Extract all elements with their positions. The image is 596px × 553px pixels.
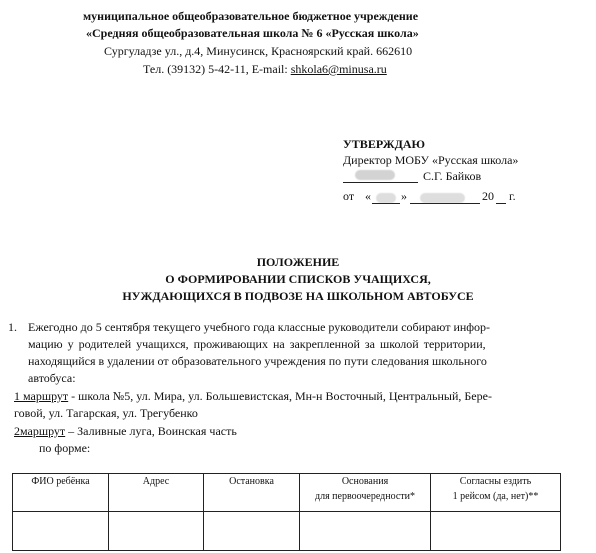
date-open-quote: « <box>365 189 371 203</box>
date-close-quote: » <box>401 189 407 203</box>
table-cell[interactable] <box>300 512 431 551</box>
approval-position: Директор МОБУ «Русская школа» <box>343 153 519 167</box>
col-header-fio <box>13 474 109 512</box>
para-line4: автобуса: <box>28 371 76 385</box>
school-contacts <box>143 62 387 77</box>
item-number: 1. <box>8 320 17 334</box>
route1 <box>14 389 492 404</box>
route2 <box>14 424 237 439</box>
para-line2: мацию у родителей учащихся, проживающих на закрепленной за школой территории, <box>28 337 486 351</box>
approval-name: С.Г. Байков <box>423 169 482 183</box>
route1-label: 1 маршрут <box>14 389 69 403</box>
col-header-stop <box>204 474 300 512</box>
date-from-label: от <box>343 189 355 203</box>
col2-label: Адрес <box>142 476 170 487</box>
col4-label-line2: для первоочередности* <box>315 491 415 502</box>
col-header-agree <box>431 474 561 512</box>
year-suffix: г. <box>509 189 516 203</box>
email-link[interactable]: shkola6@minusa.ru <box>290 62 387 76</box>
col4-label-line1: Основания <box>341 476 389 487</box>
table-cell[interactable] <box>204 512 300 551</box>
approval-heading: УТВЕРЖДАЮ <box>343 137 426 151</box>
day-line <box>372 203 400 204</box>
col-header-grounds <box>300 474 431 512</box>
year-label: 20 <box>482 189 494 203</box>
month-line <box>410 203 480 204</box>
col5-label-line1: Согласны ездить <box>459 476 532 487</box>
school-name-line2: «Средняя общеобразовательная школа № 6 «Русская школа» <box>86 26 419 40</box>
table-cell[interactable] <box>431 512 561 551</box>
route1-text: - школа №5, ул. Мира, ул. Большевистская, Мн-н Восточный, Центральный, Бере- <box>68 389 492 403</box>
table-cell[interactable] <box>109 512 204 551</box>
col5-label-line2: 1 рейсом (да, нет)** <box>452 491 539 502</box>
col-header-address <box>109 474 204 512</box>
route2-label: 2маршрут <box>14 424 66 438</box>
month-mark <box>420 193 465 203</box>
day-mark <box>376 193 396 203</box>
school-address: Сургуладзе ул., д.4, Минусинск, Красноярский край. 662610 <box>104 44 413 58</box>
phone-text: Тел. (39132) 5-42-11, E-mail: <box>143 62 291 76</box>
table-row <box>13 512 561 551</box>
table-cell[interactable] <box>13 512 109 551</box>
doc-title-line1: ПОЛОЖЕНИЕ <box>256 255 340 269</box>
table-header-row <box>13 474 561 512</box>
route2-text: – Заливные луга, Воинская часть <box>65 424 237 438</box>
form-intro: по форме: <box>39 441 91 455</box>
signature-line <box>343 182 418 183</box>
doc-title-line2: О ФОРМИРОВАНИИ СПИСКОВ УЧАЩИХСЯ, <box>165 272 431 286</box>
para-line1: Ежегодно до 5 сентября текущего учебного года классные руководители собирают инфор- <box>28 320 491 334</box>
col3-label: Остановка <box>229 476 274 487</box>
date-row <box>343 189 354 204</box>
route1-continued: говой, ул. Тагарская, ул. Трегубенко <box>14 406 198 420</box>
signature-mark <box>355 170 395 180</box>
year-line <box>496 203 506 204</box>
doc-title-line3: НУЖДАЮЩИХСЯ В ПОДВОЗЕ НА ШКОЛЬНОМ АВТОБУСЕ <box>122 289 474 303</box>
col1-label: ФИО ребёнка <box>31 476 90 487</box>
para-line3: находящийся в удалении от образовательного учреждения по пути следования школьного <box>28 354 487 368</box>
school-name-line1: муниципальное общеобразовательное бюджетное учреждение <box>83 9 419 23</box>
students-form-table <box>12 473 561 551</box>
